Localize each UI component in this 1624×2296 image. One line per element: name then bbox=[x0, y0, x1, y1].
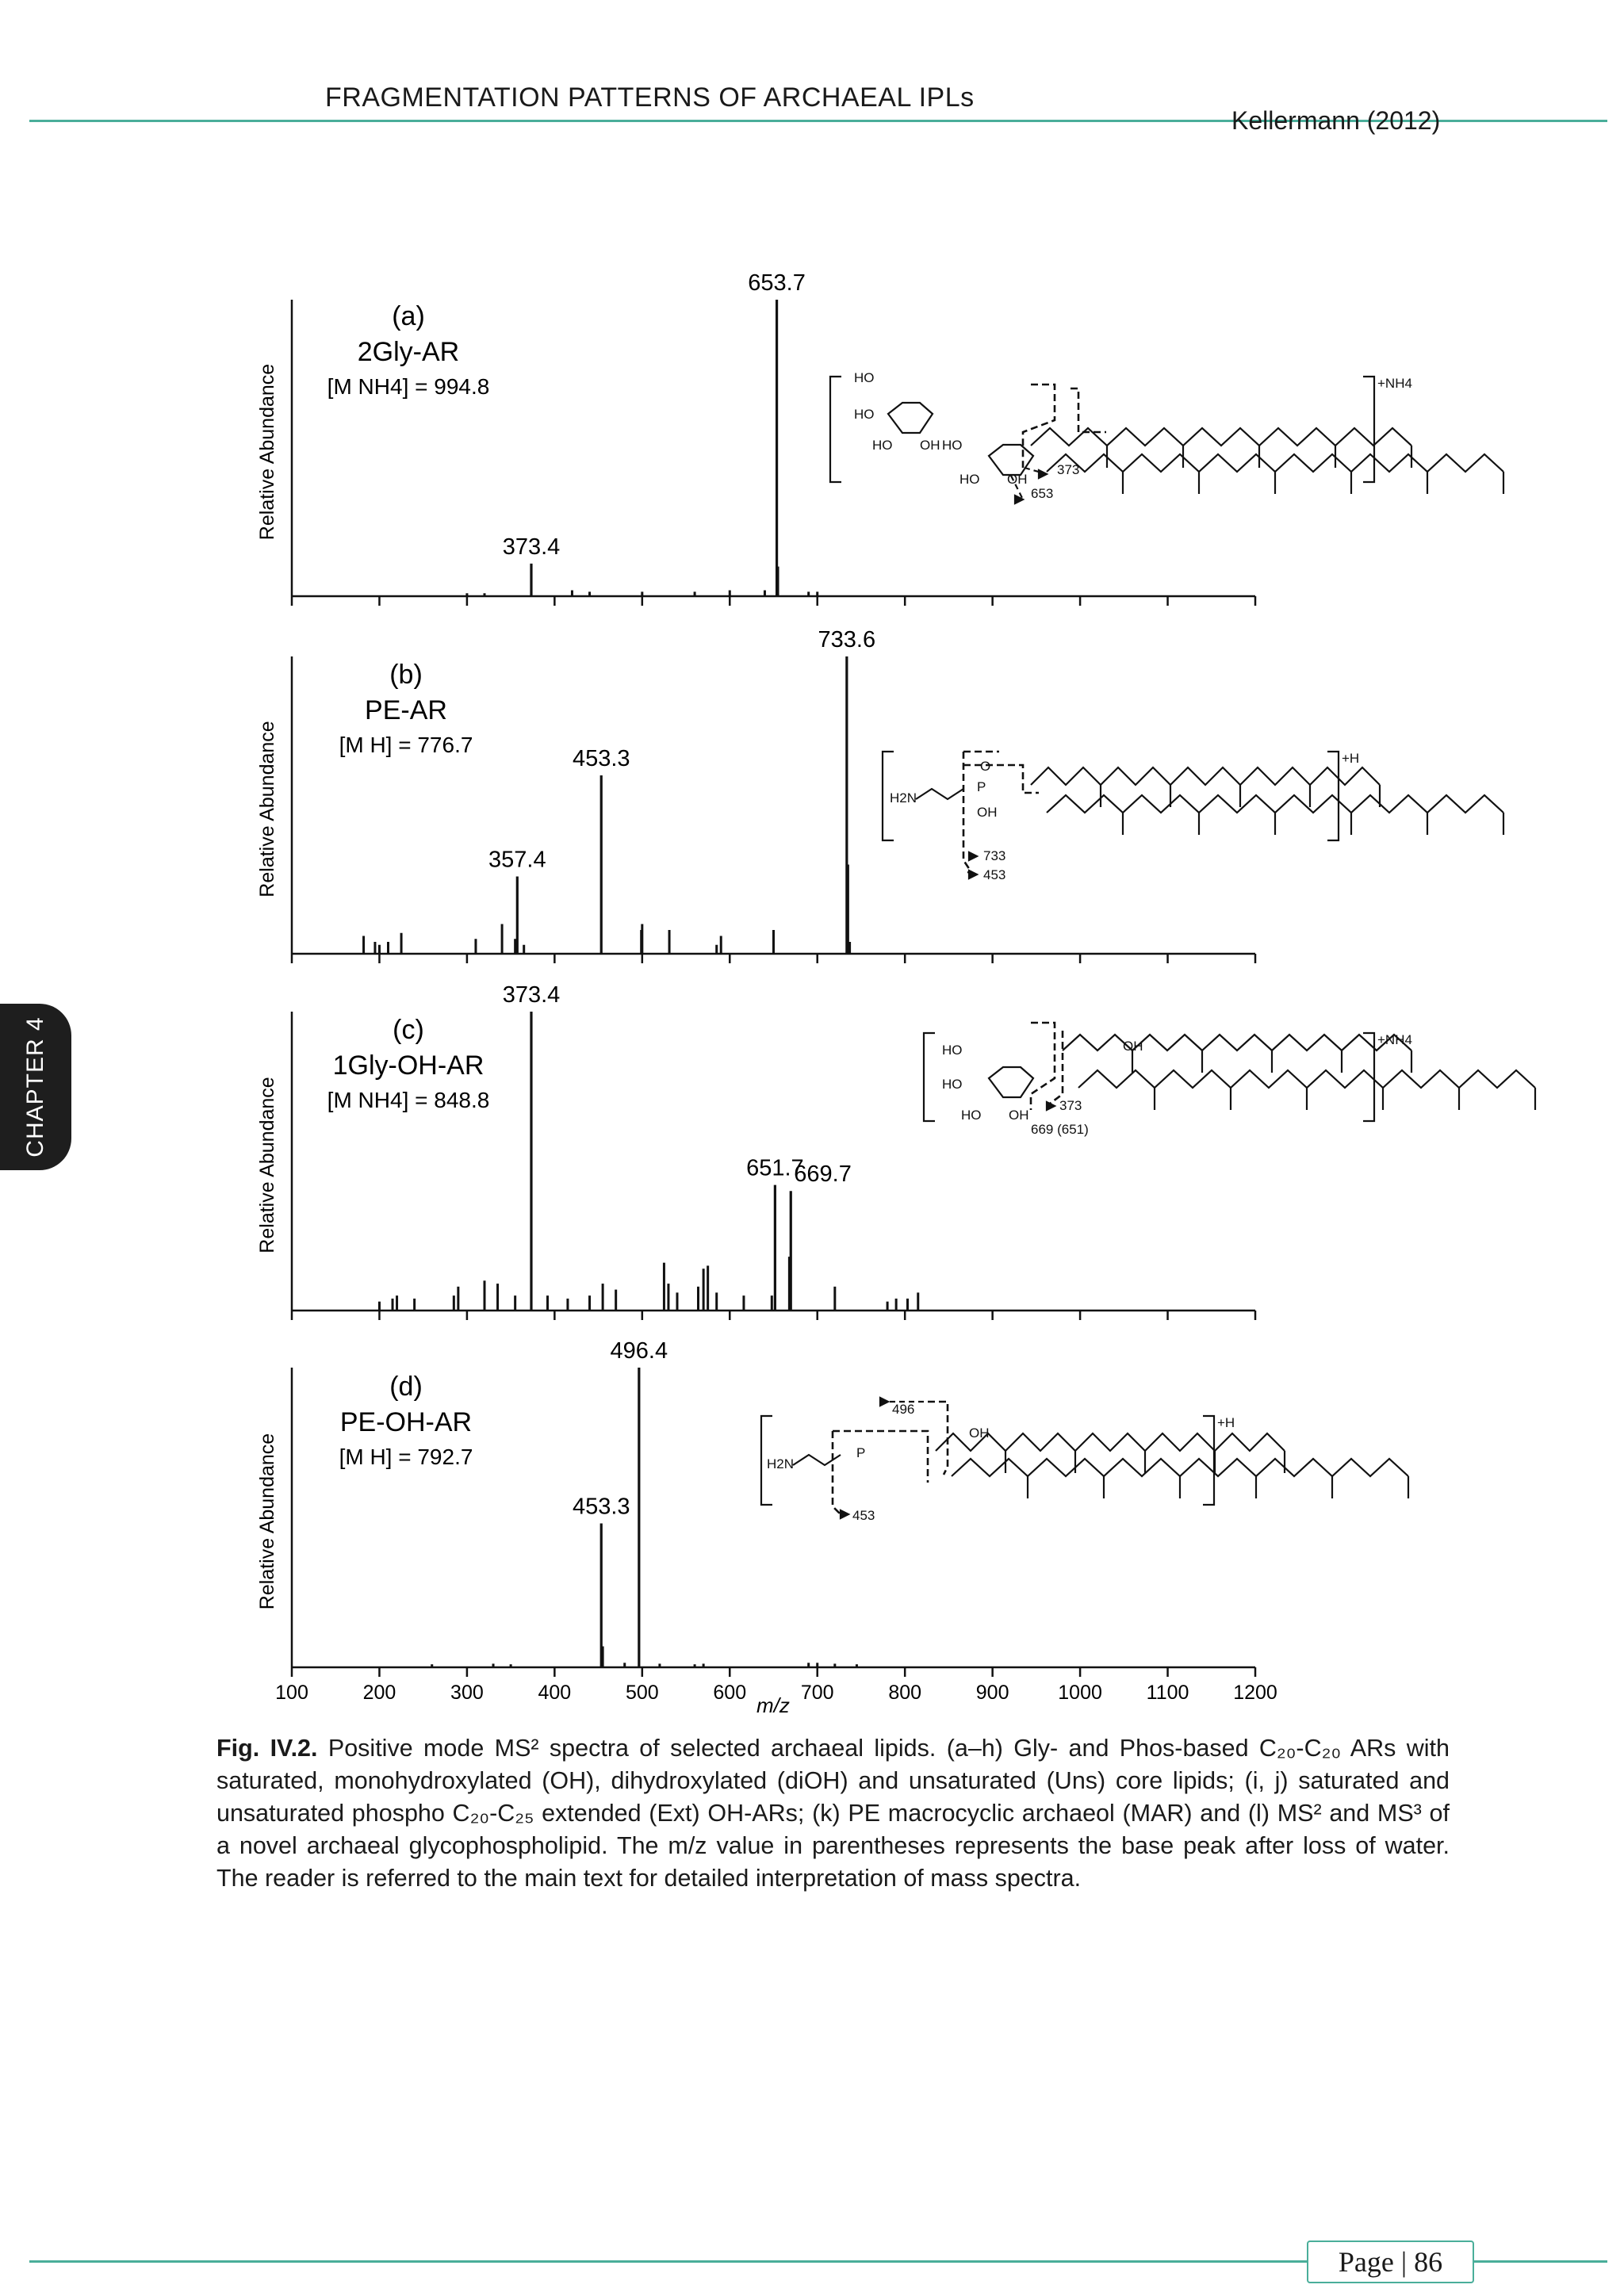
x-tick-label: 1000 bbox=[1058, 1682, 1102, 1704]
structure-atom-label: OH bbox=[969, 1425, 990, 1441]
spectrum-panel bbox=[256, 982, 1255, 1320]
compound-name: PE-OH-AR bbox=[339, 1407, 473, 1437]
x-tick-label: 800 bbox=[888, 1682, 922, 1704]
structure-atom-label: HO bbox=[854, 407, 875, 422]
x-tick-label: 100 bbox=[275, 1682, 308, 1704]
x-tick-label: 400 bbox=[538, 1682, 572, 1704]
x-tick-label: 700 bbox=[800, 1682, 834, 1704]
alkyl-chain bbox=[952, 1459, 1408, 1476]
peak-label: 453.3 bbox=[572, 1494, 630, 1520]
structure-atom-label: P bbox=[856, 1445, 866, 1460]
arrowhead bbox=[880, 1398, 888, 1406]
page-number: Page | 86 bbox=[1307, 2241, 1474, 2283]
panel-letter: (b) bbox=[389, 660, 423, 690]
structure-atom-label: 653 bbox=[1031, 486, 1054, 501]
bracket-left bbox=[830, 377, 841, 482]
alkyl-chain bbox=[1047, 454, 1503, 472]
ethanolamine-chain bbox=[916, 789, 963, 799]
precursor-ion: [M NH4] = 994.8 bbox=[327, 374, 490, 399]
precursor-ion: [M H] = 792.7 bbox=[339, 1445, 473, 1469]
structure-atom-label: OH bbox=[1123, 1039, 1143, 1054]
cleavage-line bbox=[1023, 385, 1055, 468]
structure-atom-label: HO bbox=[959, 472, 980, 487]
bracket-left bbox=[924, 1033, 935, 1121]
caption-text: Positive mode MS² spectra of selected archaeal lipids. (a–h) Gly- and Phos-based C₂₀-C₂₀ ARs with saturated, monohydroxylated (OH), dihydroxylated (diOH) and unsaturated (Uns) core lipids; (i, j) saturated and unsaturated phospho C₂₀-C₂₅ extended (Ext) OH-ARs; (k) PE macrocyclic archaeol (MAR) and (l) MS² and MS³ of a novel archaeal glycophospholipid. The m/z value in parentheses represents the base peak after loss of water. The reader is referred to the main text for detailed interpretation of mass spectra. bbox=[216, 1735, 1450, 1892]
structure-atom-label: OH bbox=[1009, 1108, 1029, 1123]
structure-atom-label: HO bbox=[961, 1108, 982, 1123]
structure-atom-label: HO bbox=[942, 438, 963, 453]
peak-label: 651.7 bbox=[746, 1155, 804, 1181]
structure-atom-label: OH bbox=[977, 805, 998, 820]
cleavage-line bbox=[963, 765, 1039, 793]
sugar-ring bbox=[888, 403, 933, 433]
compound-name: PE-AR bbox=[365, 695, 447, 725]
running-header-author: Kellermann (2012) bbox=[1231, 106, 1441, 135]
arrowhead bbox=[1039, 470, 1047, 478]
sugar-ring bbox=[989, 445, 1033, 475]
y-axis-label: Relative Abundance bbox=[256, 721, 278, 897]
peak-label: 669.7 bbox=[794, 1161, 852, 1188]
alkyl-chain bbox=[1063, 1035, 1411, 1050]
arrowhead bbox=[1047, 1102, 1055, 1110]
structure-atom-label: 373 bbox=[1057, 462, 1080, 477]
structure-atom-label: HO bbox=[872, 438, 893, 453]
arrowhead bbox=[969, 871, 977, 878]
spectrum-panel bbox=[256, 270, 1255, 606]
peak-label: 357.4 bbox=[488, 847, 546, 873]
cleavage-line bbox=[928, 1402, 948, 1475]
adduct-label: +NH4 bbox=[1377, 1032, 1412, 1047]
x-tick-label: 900 bbox=[975, 1682, 1009, 1704]
peak-label: 373.4 bbox=[502, 534, 561, 560]
peak-label: 496.4 bbox=[610, 1338, 668, 1364]
cleavage-line bbox=[1071, 388, 1106, 432]
structure-atom-label: OH bbox=[1007, 472, 1028, 487]
adduct-label: +H bbox=[1217, 1415, 1235, 1430]
panel-letter: (a) bbox=[392, 301, 425, 331]
peak-label: 453.3 bbox=[572, 746, 630, 771]
structure-atom-label: HO bbox=[854, 370, 875, 385]
bracket-right bbox=[1363, 377, 1374, 482]
running-header-title: FRAGMENTATION PATTERNS OF ARCHAEAL IPLs bbox=[325, 82, 975, 113]
bracket-right bbox=[1203, 1416, 1214, 1505]
precursor-ion: [M NH4] = 848.8 bbox=[327, 1088, 490, 1112]
alkyl-chain bbox=[1031, 767, 1380, 785]
x-tick-label: 1200 bbox=[1233, 1682, 1277, 1704]
structure-atom-label: OH bbox=[920, 438, 940, 453]
structure-atom-label: 496 bbox=[892, 1402, 915, 1417]
adduct-label: +H bbox=[1342, 751, 1360, 766]
arrowhead bbox=[969, 852, 977, 860]
panel-letter: (d) bbox=[389, 1372, 423, 1402]
compound-name: 2Gly-AR bbox=[357, 337, 460, 367]
structure-atom-label: 453 bbox=[852, 1508, 875, 1523]
panel-letter: (c) bbox=[393, 1015, 424, 1045]
x-tick-label: 600 bbox=[713, 1682, 747, 1704]
structure-atom-label: HO bbox=[942, 1077, 963, 1092]
x-tick-label: 1100 bbox=[1146, 1682, 1189, 1704]
precursor-ion: [M H] = 776.7 bbox=[339, 733, 473, 757]
structure-atom-label: 453 bbox=[983, 867, 1006, 882]
spectrum-panel bbox=[256, 1338, 1255, 1677]
x-tick-label: 300 bbox=[450, 1682, 484, 1704]
cleavage-line bbox=[1031, 1023, 1055, 1110]
structure-atom-label: P bbox=[977, 779, 986, 794]
alkyl-chain bbox=[1031, 428, 1411, 446]
peak-label: 733.6 bbox=[818, 627, 876, 652]
alkyl-chain bbox=[1047, 795, 1503, 813]
x-tick-label: 200 bbox=[362, 1682, 396, 1704]
cleavage-line bbox=[833, 1431, 841, 1514]
structure-atom-label: 669 (651) bbox=[1031, 1122, 1089, 1137]
alkyl-chain bbox=[1078, 1070, 1535, 1088]
x-tick-label: 500 bbox=[625, 1682, 659, 1704]
structure-atom-label: H2N bbox=[767, 1456, 795, 1471]
compound-name: 1Gly-OH-AR bbox=[332, 1050, 485, 1081]
adduct-label: +NH4 bbox=[1377, 376, 1412, 391]
cleavage-line bbox=[833, 1431, 928, 1483]
peak-label: 653.7 bbox=[748, 270, 806, 296]
structure-atom-label: 373 bbox=[1059, 1098, 1082, 1113]
peak-label: 373.4 bbox=[502, 982, 561, 1008]
spectrum-panel bbox=[256, 627, 1255, 963]
structure-atom-label: H2N bbox=[890, 790, 917, 806]
figure-caption bbox=[216, 1732, 1450, 1895]
chapter-label: CHAPTER 4 bbox=[22, 1016, 48, 1158]
sugar-ring bbox=[989, 1067, 1033, 1097]
structure-atom-label: 733 bbox=[983, 848, 1006, 863]
x-axis-title: m/z bbox=[756, 1693, 790, 1717]
figure-label: Fig. IV.2. bbox=[216, 1735, 318, 1762]
arrowhead bbox=[841, 1510, 848, 1518]
structure-atom-label: O bbox=[980, 759, 991, 774]
y-axis-label: Relative Abundance bbox=[256, 1077, 278, 1253]
y-axis-label: Relative Abundance bbox=[256, 1433, 278, 1610]
structure-atom-label: HO bbox=[942, 1043, 963, 1058]
y-axis-label: Relative Abundance bbox=[256, 363, 278, 541]
